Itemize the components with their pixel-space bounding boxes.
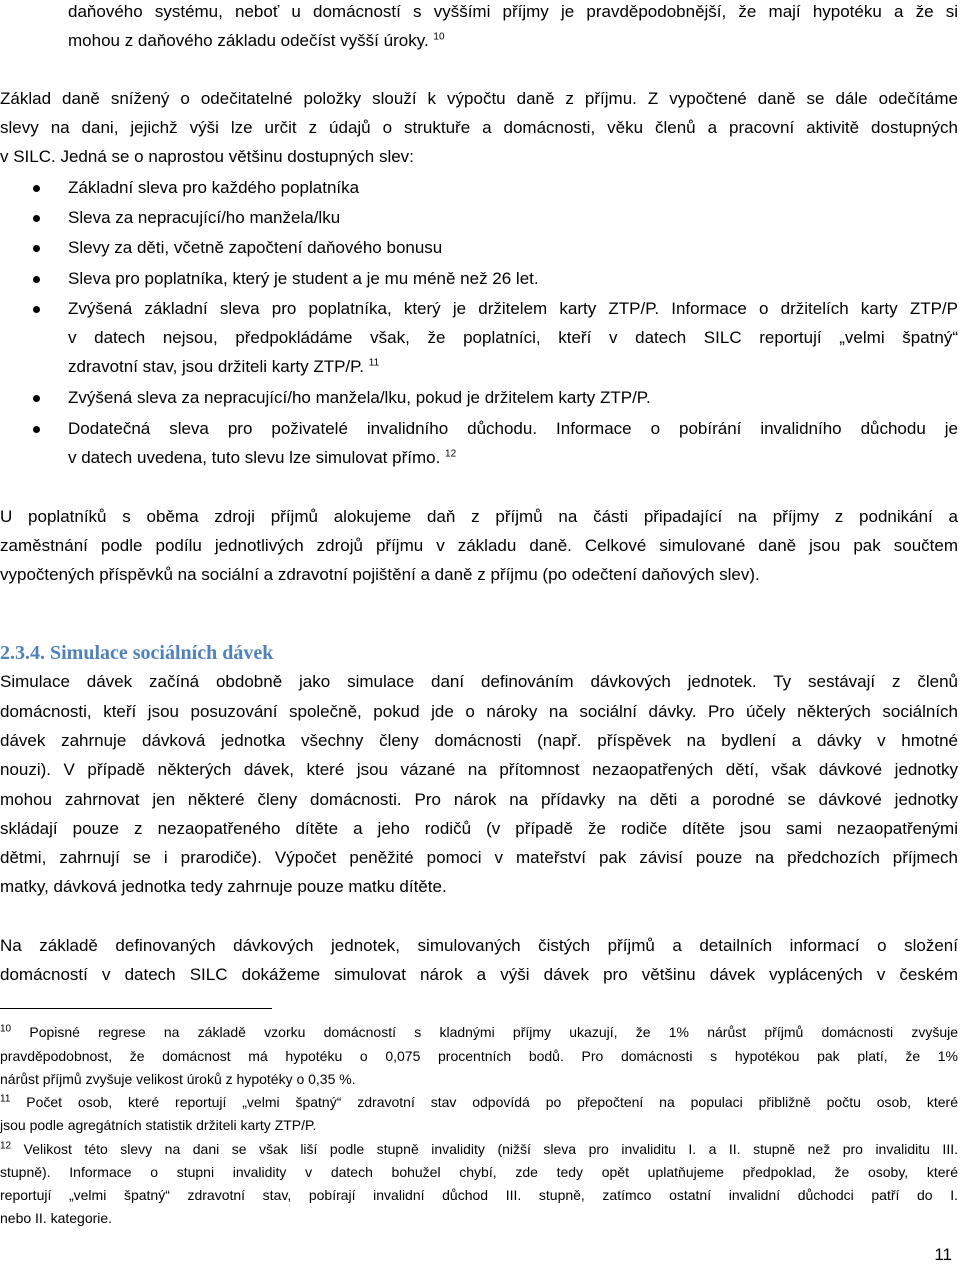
paragraph-line: Základ daně snížený o odečitatelné položky slouží k výpočtu daně z příjmu. Z vypočtené daně se dále odečítáme (0, 89, 958, 108)
list-item-text: v datech uvedena, tuto slevu lze simulovat přímo. (68, 448, 441, 467)
paragraph-line: v SILC. Jedná se o naprostou většinu dostupných slev: (0, 147, 414, 166)
footnote-ref[interactable]: 12 (445, 448, 457, 460)
footnote-line: jsou podle agregátních statistik držiteli karty ZTP/P. (0, 1117, 317, 1133)
paragraph-line: U poplatníků s oběma zdroji příjmů alokujeme daň z příjmů na části připadající na příjmy z podnikání a (0, 507, 958, 526)
paragraph-line: Simulace dávek začíná obdobně jako simulace daní definováním dávkových jednotek. Ty sestávají z členů (0, 672, 958, 691)
footnote-ref[interactable]: 11 (368, 357, 380, 369)
bullet-dot (33, 426, 40, 433)
footnote-line: nebo II. kategorie. (0, 1210, 113, 1226)
footnote-line: nárůst příjmů zvyšuje velikost úroků z hypotéky o 0,35 %. (0, 1071, 356, 1087)
paragraph-line: dětmi, zahrnují se i prarodiče). Výpočet peněžité pomoci v mateřství pak závisí pouze na předchozích příjmech (0, 848, 958, 867)
footnote-number: 12 (0, 1140, 12, 1152)
bullet-dot (33, 215, 40, 222)
list-item: Dodatečná sleva pro poživatelé invalidního důchodu. Informace o pobírání invalidního důchodu je (68, 419, 958, 438)
bullet-dot (33, 395, 40, 402)
paragraph-line: mohou zahrnovat jen některé členy domácnosti. Pro nárok na přídavky na děti a porodné se dávkové jednotky (0, 790, 958, 809)
list-item: Sleva za nepracující/ho manžela/lku (68, 208, 341, 227)
list-item-text: zdravotní stav, jsou držiteli karty ZTP/P. (68, 357, 365, 376)
paragraph-line: daňového systému, neboť u domácností s vyššími příjmy je pravděpodobnější, že mají hypotéku a že si (68, 2, 958, 21)
paragraph-line: Na základě definovaných dávkových jednotek, simulovaných čistých příjmů a detailních informací o složení (0, 936, 958, 955)
paragraph-line: matky, dávková jednotka tedy zahrnuje pouze matku dítěte. (0, 877, 447, 896)
paragraph-text: mohou z daňového základu odečíst vyšší úroky. (68, 31, 429, 50)
footnote-text: Popisné regrese na základě vzorku domácností s kladnými příjmy ukazují, že 1% nárůst příjmů domácnosti zvyšuje (29, 1024, 958, 1040)
paragraph-line: dávek zahrnuje dávková jednotka všechny členy domácnosti (např. příspěvek na bydlení a dávky v hmotné (0, 731, 958, 750)
footnote-12 (0, 1139, 958, 1159)
list-item: Zvýšená základní sleva pro poplatníka, který je držitelem karty ZTP/P. Informace o držitelích karty ZTP/P (68, 299, 958, 318)
paragraph-line: domácnosti, kteří jsou posuzování společně, pokud jde o nároky na sociální dávky. Pro účely některých sociálních (0, 702, 958, 721)
list-item-continuation (68, 356, 379, 378)
footnote-number: 11 (0, 1093, 11, 1105)
list-item: Základní sleva pro každého poplatníka (68, 178, 360, 197)
footnote-ref[interactable]: 10 (433, 31, 445, 43)
paragraph-line: vypočtených příspěvků na sociální a zdravotní pojištění a daně z příjmu (po odečtení daňových slev). (0, 565, 760, 584)
footnote-text: Počet osob, které reportují „velmi špatný“ zdravotní stav odpovídá po přepočtení na populaci přibližně počtu osob, které (26, 1094, 958, 1110)
paragraph-line: skládají pouze z nezaopatřeného dítěte a jeho rodičů (v případě že rodiče dítěte jsou sami nezaopatřenými (0, 819, 958, 838)
bullet-dot (33, 306, 40, 313)
bullet-dot (33, 276, 40, 283)
bullet-dot (33, 185, 40, 192)
section-heading: 2.3.4. Simulace sociálních dávek (0, 642, 274, 664)
footnote-text: Velikost této slevy na dani se však liší podle stupně invalidity (nižší sleva pro invaliditu I. a II. stupně než pro invaliditu III. (23, 1141, 958, 1157)
footnote-10 (0, 1022, 958, 1042)
footnote-number: 10 (0, 1023, 12, 1035)
list-item: Sleva pro poplatníka, který je student a je mu méně než 26 let. (68, 269, 539, 288)
list-item-continuation: v datech nejsou, předpokládáme však, že poplatníci, kteří v datech SILC reportují „velmi špatný“ (68, 328, 958, 347)
paragraph-line: nouzi). V případě některých dávek, které jsou vázané na přítomnost nezaopatřených dětí, však dávkové jednotky (0, 760, 958, 779)
page-number: 11 (934, 1245, 952, 1264)
footnote-separator (0, 1008, 272, 1009)
footnote-line: stupně). Informace o stupni invalidity v datech bohužel chybí, zde tedy opět uplatňujeme předpoklad, že osoby, které (0, 1164, 958, 1180)
footnote-11 (0, 1092, 958, 1112)
footnote-line: pravděpodobnost, že domácnost má hypotéku o 0,075 procentních bodů. Pro domácnosti s hypotékou pak platí, že 1% (0, 1048, 958, 1064)
paragraph-line: domácností v datech SILC dokážeme simulovat nárok a výši dávek pro většinu dávek vyplácených v českém (0, 965, 958, 984)
bullet-dot (33, 245, 40, 252)
paragraph-line: slevy na dani, jejichž výši lze určit z údajů o struktuře a domácnosti, věku členů a pracovní aktivitě dostupných (0, 118, 958, 137)
list-item: Zvýšená sleva za nepracující/ho manžela/lku, pokud je držitelem karty ZTP/P. (68, 388, 651, 407)
footnote-line: reportují „velmi špatný“ zdravotní stav, pobírají invalidní důchod III. stupně, zatímco ostatní invalidní důchodci patří do I. (0, 1187, 958, 1203)
list-item: Slevy za děti, včetně započtení daňového bonusu (68, 238, 443, 257)
paragraph-line: zaměstnání podle podílu jednotlivých zdrojů příjmu v základu daně. Celkové simulované daně jsou pak součtem (0, 536, 958, 555)
list-item-continuation (68, 447, 456, 469)
paragraph-line (68, 30, 445, 52)
